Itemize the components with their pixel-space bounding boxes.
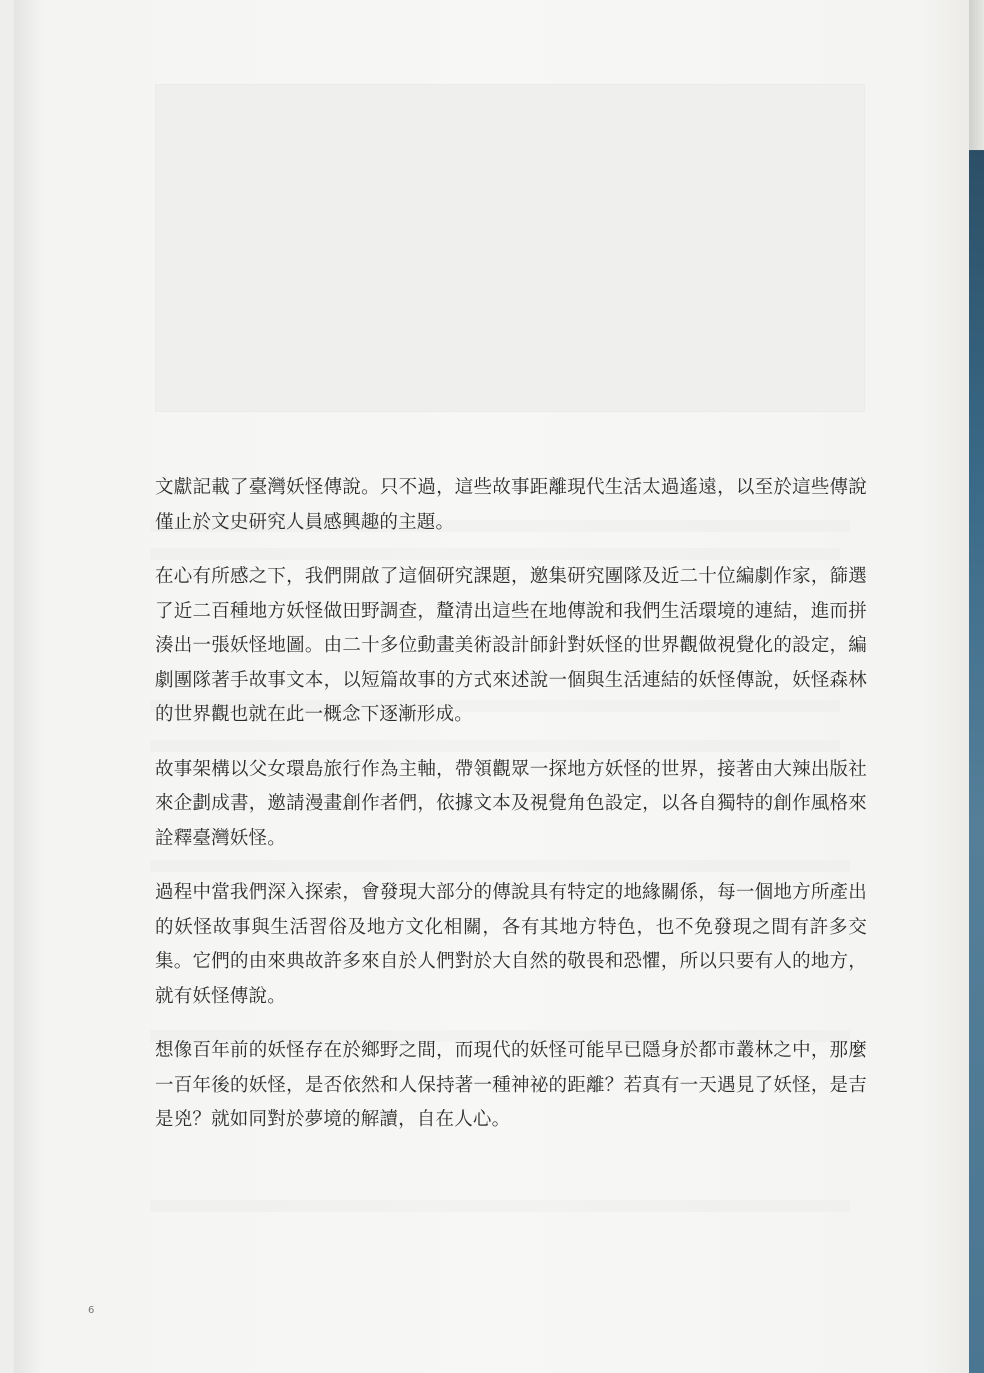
paragraph: 在心有所感之下，我們開啟了這個研究課題，邀集研究團隊及近二十位編劇作家，篩選了近二百種地方妖怪做田野調查，釐清出這些在地傳說和我們生活環境的連結，進而拼湊出一張妖怪地圖。由二十多位動畫美術設計師針對妖怪的世界觀做視覺化的設定，編劇團隊著手故事文本，以短篇故事的方式來述說一個與生活連結的妖怪傳說，妖怪森林的世界觀也就在此一概念下逐漸形成。 <box>155 566 867 725</box>
paragraph: 過程中當我們深入探索，會發現大部分的傳說具有特定的地緣關係，每一個地方所產出的妖怪故事與生活習俗及地方文化相關，各有其地方特色，也不免發現之間有許多交集。它們的由來典故許多來自於人們對於大自然的敬畏和恐懼，所以只要有人的地方，就有妖怪傳說。 <box>155 882 867 1007</box>
paragraph: 故事架構以父女環島旅行作為主軸，帶領觀眾一探地方妖怪的世界，接著由大辣出版社來企劃成書，邀請漫畫創作者們，依據文本及視覺角色設定，以各自獨特的創作風格來詮釋臺灣妖怪。 <box>155 758 867 849</box>
page-number: 6 <box>88 1305 95 1316</box>
show-through-image <box>155 84 865 412</box>
paragraph: 想像百年前的妖怪存在於鄉野之間，而現代的妖怪可能早已隱身於都市叢林之中，那麼一百年後的妖怪，是否依然和人保持著一種神祕的距離？若真有一天遇見了妖怪，是吉是兇？就如同對於夢境的解讀，自在人心。 <box>155 1040 867 1130</box>
paragraph: 文獻記載了臺灣妖怪傳說。只不過，這些故事距離現代生活太過遙遠，以至於這些傳說僅止於文史研究人員感興趣的主題。 <box>155 477 867 533</box>
facing-page-edge-top <box>969 0 984 150</box>
facing-page-edge <box>969 0 984 1373</box>
body-text <box>155 471 867 1158</box>
show-through-line <box>150 1200 850 1212</box>
